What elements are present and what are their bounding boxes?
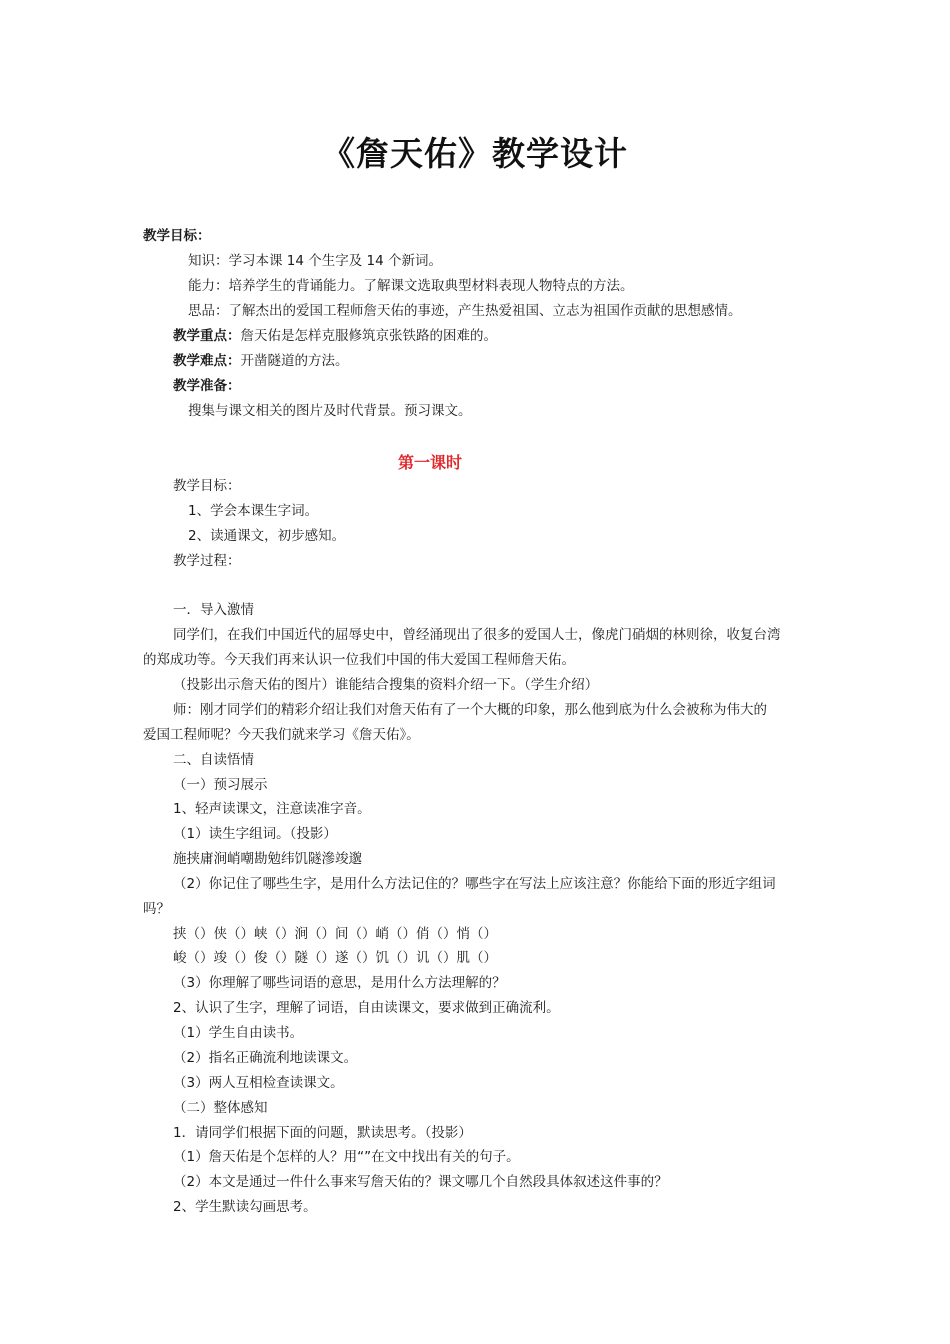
- body-line: （1）学生自由读书。: [173, 1025, 304, 1041]
- body-line: 吗？: [143, 901, 170, 917]
- objective-ability: 能力：培养学生的背诵能力。了解课文选取典型材料表现人物特点的方法。: [188, 278, 634, 294]
- preparation-label: 教学准备：: [173, 378, 241, 394]
- key-point-label: 教学重点：: [173, 328, 241, 344]
- body-line: 同学们，在我们中国近代的屈辱史中，曾经涌现出了很多的爱国人士，像虎门硝烟的林则徐，收复台湾: [173, 627, 781, 643]
- body-line: （2）指名正确流利地读课文。: [173, 1050, 358, 1066]
- key-point: [173, 326, 497, 346]
- body-line: （二）整体感知: [173, 1100, 268, 1116]
- body-line: 1、学会本课生字词。: [188, 503, 319, 519]
- body-line: 爱国工程师呢？今天我们就来学习《詹天佑》。: [143, 727, 420, 743]
- body-line: 的郑成功等。今天我们再来认识一位我们中国的伟大爱国工程师詹天佑。: [143, 652, 575, 668]
- body-line: （3）你理解了哪些词语的意思，是用什么方法理解的？: [173, 975, 506, 991]
- objectives-heading: 教学目标：: [143, 228, 211, 244]
- difficulty-text: 开凿隧道的方法。: [240, 353, 349, 369]
- body-line: 2、读通课文，初步感知。: [188, 528, 346, 544]
- body-line: （一）预习展示: [173, 777, 268, 793]
- body-line: 二、自读悟情: [173, 752, 254, 768]
- objective-morality: 思品：了解杰出的爱国工程师詹天佑的事迹，产生热爱祖国、立志为祖国作贡献的思想感情。: [188, 303, 742, 319]
- difficulty-label: 教学难点：: [173, 353, 241, 369]
- body-line: （1）读生字组词。（投影）: [173, 826, 337, 842]
- body-line: （投影出示詹天佑的图片）谁能结合搜集的资料介绍一下。（学生介绍）: [173, 677, 599, 693]
- body-line: 一．导入激情: [173, 602, 254, 618]
- body-line: 师：刚才同学们的精彩介绍让我们对詹天佑有了一个大概的印象，那么他到底为什么会被称为伟大的: [173, 702, 767, 718]
- body-line: 1、轻声读课文，注意读准字音。: [173, 801, 371, 817]
- key-point-text: 詹天佑是怎样克服修筑京张铁路的困难的。: [240, 328, 497, 344]
- body-line: （2）本文是通过一件什么事来写詹天佑的？课文哪几个自然段具体叙述这件事的？: [173, 1174, 668, 1190]
- document-title: 《詹天佑》教学设计: [322, 134, 628, 173]
- body-line: 2、学生默读勾画思考。: [173, 1199, 317, 1215]
- body-line: 挟（）侠（）峡（）涧（）间（）峭（）俏（）悄（）: [173, 926, 497, 942]
- body-line: 2、认识了生字，理解了词语，自由读课文，要求做到正确流利。: [173, 1000, 560, 1016]
- body-line: 教学目标：: [173, 478, 241, 494]
- objective-knowledge: 知识：学习本课 14 个生字及 14 个新词。: [188, 253, 443, 269]
- body-line: 施挟庸涧峭嘲勘勉纬饥隧滲竣邈: [173, 851, 362, 867]
- body-line: 1．请同学们根据下面的问题，默读思考。（投影）: [173, 1125, 472, 1141]
- difficulty: [173, 351, 349, 371]
- body-line: 教学过程：: [173, 553, 241, 569]
- preparation-text: 搜集与课文相关的图片及时代背景。预习课文。: [188, 403, 472, 419]
- body-line: （3）两人互相检查读课文。: [173, 1075, 344, 1091]
- body-line: （1）詹天佑是个怎样的人？用“”在文中找出有关的句子。: [173, 1149, 520, 1165]
- lesson-title: 第一课时: [397, 453, 462, 472]
- body-line: 峻（）竣（）俊（）隧（）遂（）饥（）讥（）肌（）: [173, 950, 497, 966]
- body-line: （2）你记住了哪些生字，是用什么方法记住的？哪些字在写法上应该注意？你能给下面的形近字组词: [173, 876, 776, 892]
